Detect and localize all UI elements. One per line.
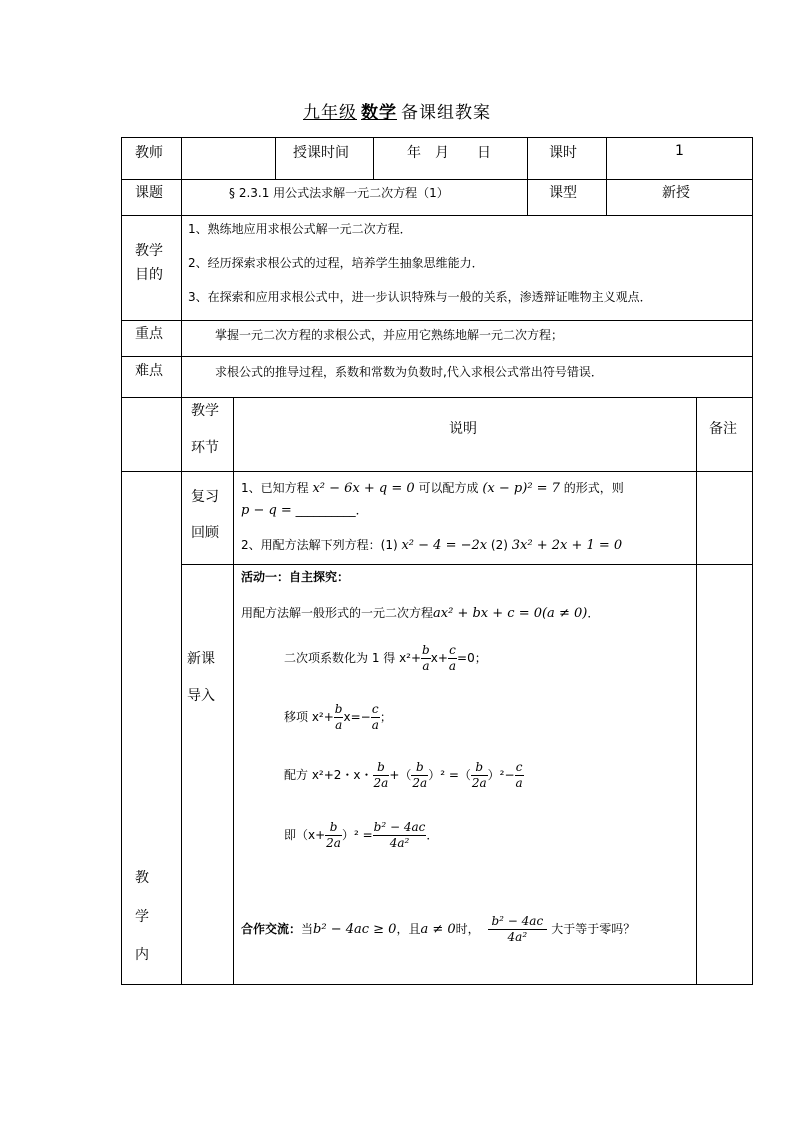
title-suffix: 备课组教案 <box>401 103 491 123</box>
numerator: c <box>371 702 379 716</box>
q1-equation: (x − p)² = 7 <box>482 481 560 496</box>
denominator: a <box>448 659 457 673</box>
numerator: c <box>515 760 523 774</box>
q1-text: 的形式，则 <box>563 481 624 495</box>
coop-equation: a ≠ 0 <box>420 922 456 937</box>
step-4 <box>284 820 438 851</box>
table-border-right <box>752 137 753 985</box>
fraction <box>373 760 390 791</box>
coop-equation: b² − 4ac ≥ 0 <box>313 922 397 937</box>
step-text: ）² =（ <box>428 768 471 782</box>
step-text: 即（x+ <box>284 828 326 842</box>
coop-text: 大于等于零吗？ <box>551 922 636 936</box>
new-lesson-label-2: 导入 <box>187 688 215 704</box>
teacher-label: 教师 <box>135 145 163 161</box>
review-label-2: 回顾 <box>191 525 219 541</box>
time-label: 授课时间 <box>293 145 349 161</box>
goals-label-2: 目的 <box>135 267 163 283</box>
side-label-char: 内 <box>135 947 149 963</box>
q1-end: ． <box>355 503 368 517</box>
denominator: 2a <box>373 776 389 790</box>
fraction <box>373 820 427 851</box>
table-line <box>121 356 753 357</box>
fraction <box>488 914 548 945</box>
difficulty-label: 难点 <box>135 363 163 379</box>
numerator: b <box>373 760 390 776</box>
numerator: c <box>449 643 456 657</box>
new-lesson-label-1: 新课 <box>187 651 215 667</box>
cooperation-label: 合作交流： <box>241 922 302 936</box>
numerator: b <box>325 820 342 836</box>
intro-end: ． <box>587 606 600 620</box>
table-line <box>121 215 753 216</box>
table-line <box>696 397 697 985</box>
step-text: 二次项系数化为 1 得 x²+ <box>284 651 422 665</box>
q1-equation: x² − 6x + q = 0 <box>312 481 415 496</box>
table-line <box>275 137 276 179</box>
stage-header-2: 环节 <box>191 440 219 456</box>
period-label: 课时 <box>549 145 577 161</box>
step-text: =0； <box>457 651 487 665</box>
numerator: b² − 4ac <box>373 820 426 834</box>
date-text: 年 月 日 <box>407 145 491 161</box>
numerator: b² − 4ac <box>488 914 548 930</box>
numerator: b <box>334 702 343 716</box>
denominator: a <box>335 718 343 732</box>
table-border-top <box>121 137 753 138</box>
review-q2 <box>241 536 622 553</box>
table-border-bottom <box>121 984 753 985</box>
activity-heading: 活动一：自主探究： <box>241 570 350 584</box>
denominator: a <box>422 659 430 673</box>
explain-header: 说明 <box>449 421 477 437</box>
intro-equation: ax² + bx + c = 0(a ≠ 0) <box>433 606 588 621</box>
document-title <box>0 98 794 123</box>
table-line <box>373 137 374 179</box>
numerator: b <box>411 760 428 776</box>
grade-text: 九年级 <box>303 103 357 123</box>
fraction <box>411 760 428 791</box>
table-line <box>527 137 528 216</box>
step-text: ； <box>379 710 392 724</box>
step-text: ． <box>426 828 439 842</box>
numerator: b <box>471 760 488 776</box>
q1-text: 1、已知方程 <box>241 481 309 495</box>
denominator: 2a <box>471 776 487 790</box>
table-border-left <box>121 137 122 985</box>
table-line <box>606 137 607 216</box>
step-text: 移项 x²+ <box>284 710 334 724</box>
intro-line <box>241 604 599 621</box>
table-line <box>121 397 753 398</box>
side-label-char: 学 <box>135 909 149 925</box>
note-header: 备注 <box>709 421 737 437</box>
step-2 <box>284 702 392 733</box>
fraction <box>471 760 488 791</box>
key-point-label: 重点 <box>135 326 163 342</box>
type-label: 课型 <box>549 185 577 201</box>
fraction <box>515 760 524 791</box>
answer-blank: __________ <box>295 503 356 517</box>
goal-item: 2、经历探索求根公式的过程，培养学生抽象思维能力． <box>188 256 484 270</box>
table-line <box>181 564 753 565</box>
coop-text: 当 <box>301 922 314 936</box>
fraction <box>421 643 431 674</box>
denominator: 2a <box>412 776 428 790</box>
goals-label-1: 教学 <box>135 243 163 259</box>
step-text: +（ <box>389 768 412 782</box>
subject-text: 数学 <box>361 103 397 123</box>
fraction <box>448 643 457 674</box>
denominator: 2a <box>326 836 341 850</box>
cooperation-line <box>241 914 635 945</box>
table-line <box>233 397 234 985</box>
q2-text: 2、用配方法解下列方程：(1) <box>241 538 398 552</box>
goal-item: 3、在探索和应用求根公式中，进一步认识特殊与一般的关系，渗透辩证唯物主义观点． <box>188 290 652 304</box>
review-q1 <box>241 479 624 496</box>
table-line <box>181 137 182 985</box>
fraction <box>325 820 342 851</box>
step-text: x=− <box>343 710 371 724</box>
period-value: 1 <box>675 143 684 159</box>
review-label-1: 复习 <box>191 489 219 505</box>
topic-value: § 2.3.1 用公式法求解一元二次方程（1） <box>229 186 449 200</box>
step-3 <box>284 760 524 791</box>
intro-text: 用配方法解一般形式的一元二次方程 <box>241 606 434 620</box>
fraction <box>371 702 380 733</box>
denominator: 4a² <box>507 930 528 944</box>
step-text: ）² = <box>341 828 373 842</box>
difficulty-text: 求根公式的推导过程，系数和常数为负数时,代入求根公式常出符号错误． <box>215 365 603 379</box>
step-text: ）²− <box>487 768 515 782</box>
q1-text: 可以配方成 <box>418 481 479 495</box>
review-q1-answer <box>241 501 368 518</box>
goal-item: 1、熟练地应用求根公式解一元二次方程． <box>188 222 412 236</box>
step-1 <box>284 643 487 674</box>
coop-text: 时， <box>455 922 480 936</box>
q2-text: (2) <box>490 538 508 552</box>
stage-header-1: 教学 <box>191 403 219 419</box>
table-line <box>121 471 753 472</box>
step-text: x+ <box>430 651 448 665</box>
table-line <box>121 320 753 321</box>
denominator: 4a² <box>389 836 410 850</box>
denominator: a <box>371 718 379 732</box>
denominator: a <box>515 776 523 790</box>
side-label-char: 教 <box>135 870 149 886</box>
table-line <box>121 179 753 180</box>
q1-expression: p − q = <box>241 503 292 518</box>
key-point-text: 掌握一元二次方程的求根公式，并应用它熟练地解一元二次方程； <box>215 328 564 342</box>
coop-text: ，且 <box>396 922 421 936</box>
topic-label: 课题 <box>135 185 163 201</box>
step-text: 配方 x²+2・x・ <box>284 768 373 782</box>
type-value: 新授 <box>662 185 690 201</box>
numerator: b <box>422 643 430 657</box>
q2-equation: 3x² + 2x + 1 = 0 <box>511 538 623 553</box>
q2-equation: x² − 4 = −2x <box>401 538 488 553</box>
